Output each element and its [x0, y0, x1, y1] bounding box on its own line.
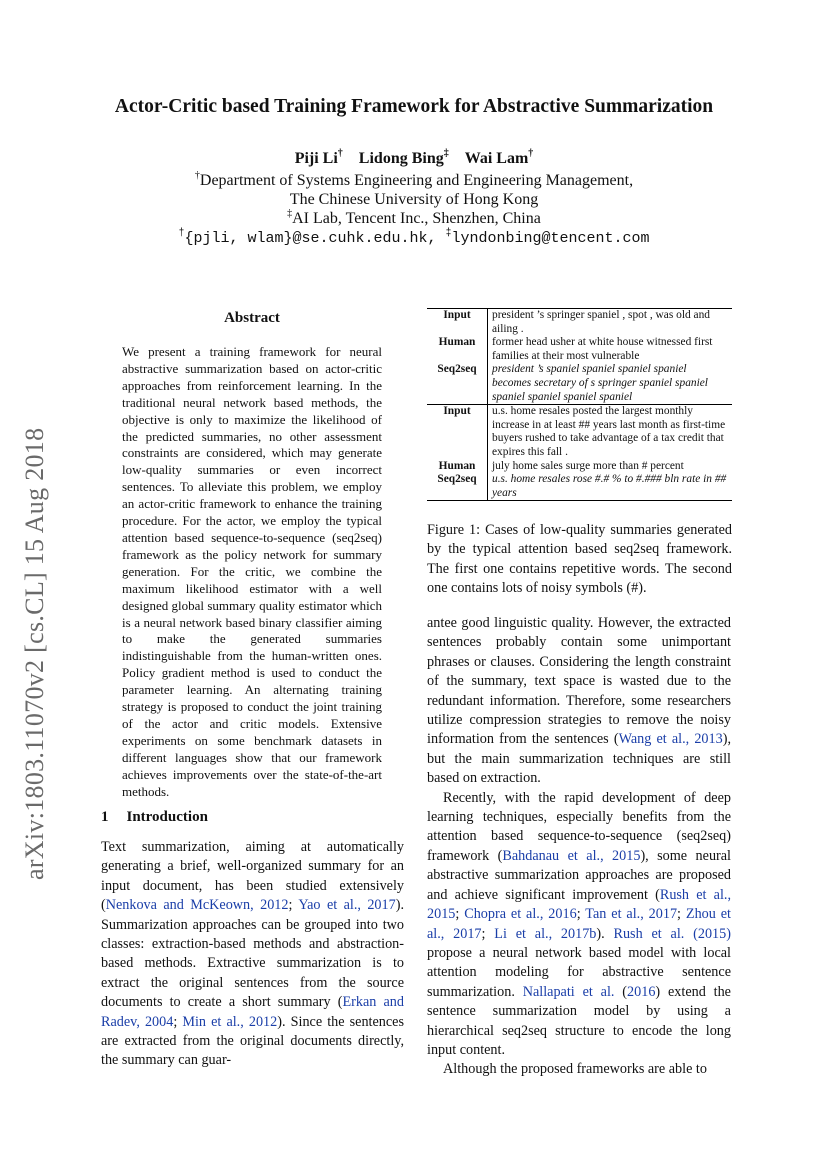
author-name: Wai Lam — [464, 150, 529, 167]
author-list — [0, 150, 828, 168]
introduction-paragraph: Text summarization, aiming at automatically generating a brief, well-organized summary for an input document, has been studied extensively (Nenkova and McKeown, 2012; Yao et al., 2017). Summarization approaches can be grouped into two classes: extraction-based methods and abstraction-based methods. Extractive summarization is to extract the original sentences from the source documents to create a short summary (Erkan and Radev, 2004; Min et al., 2012). Since the sentences are extracted from the original documents directly, the summary can guar- — [101, 839, 404, 1069]
citation-link[interactable]: Tan et al., 2017 — [585, 906, 678, 923]
row-text: president ’s spaniel spaniel spaniel spaniel becomes secretary of s springer spaniel spaniel spaniel spaniel spaniel spaniel — [492, 363, 708, 403]
row-text: u.s. home resales rose #.# % to #.### bln rate in ## years — [488, 473, 733, 501]
email-text: lyndonbing@tencent.com — [451, 230, 650, 247]
table-row — [427, 405, 732, 460]
figure-caption: Figure 1: Cases of low-quality summaries generated by the typical attention based seq2seq framework. The first one contains repetitive words. The second one contains lots of noisy symbols (#). — [427, 522, 732, 597]
author — [465, 150, 534, 167]
section-title: Introduction — [126, 809, 208, 825]
row-label: Human — [427, 460, 488, 474]
table-row — [427, 363, 732, 404]
citation-link[interactable]: Li et al., 2017b — [494, 925, 597, 942]
affiliation-mark: † — [194, 170, 200, 181]
row-text: july home sales surge more than # percent — [492, 459, 684, 472]
affiliation-mark: † — [178, 228, 185, 239]
affiliation-text: Department of Systems Engineering and Engineering Management, — [199, 172, 634, 189]
row-label: Input — [427, 309, 488, 337]
paragraph: Although the proposed frameworks are able to — [443, 1061, 707, 1078]
citation-link[interactable]: Rush et al. (2015) — [613, 925, 731, 942]
affiliation-line: The Chinese University of Hong Kong — [289, 191, 539, 208]
abstract-body: We present a training framework for neural abstractive summarization based on actor-critic approaches from reinforcement learning. In the traditional neural network based methods, the objective is only to maximize the likelihood of the predicted summaries, no other assessment constraints are considered, which may generate low-quality summaries or even incorrect sentences. To alleviate this problem, we employ an actor-critic framework to enhance the training procedure. For the actor, we employ the typical attention based sequence-to-sequence (seq2seq) framework as the policy network for summary generation. For the critic, we combine the maximum likelihood estimator with a well designed global summary quality estimator which is a neural network based binary classifier aiming to make the generated summaries indistinguishable from the human-written ones. Policy gradient method is used to conduct the parameter learning. An alternating training strategy is proposed to conduct the joint training of the actor and critic models. Extensive experiments on some benchmark datasets in different languages show that our framework achieves improvements over the state-of-the-art methods. — [122, 344, 382, 799]
row-label: Seq2seq — [427, 363, 488, 404]
author-name: Lidong Bing — [358, 150, 444, 167]
email-line — [0, 230, 828, 247]
email-text: {pjli, wlam}@se.cuhk.edu.hk, — [184, 230, 446, 247]
citation-link[interactable]: Nallapati et al. — [522, 983, 615, 1000]
arxiv-identifier: arXiv:1803.11070v2 [cs.CL] 15 Aug 2018 — [20, 427, 49, 880]
citation-link[interactable]: 2016 — [627, 983, 656, 1000]
citation-link[interactable]: Wang et al., 2013 — [618, 731, 723, 748]
table-row — [427, 336, 732, 363]
row-text: former head usher at white house witnessed first families at their most vulnerable — [492, 336, 713, 362]
citation-link[interactable]: Nenkova and McKeown, 2012 — [105, 897, 289, 914]
section-heading — [101, 809, 208, 826]
affiliation-mark: † — [337, 148, 343, 159]
paragraph: Recently, with the rapid development of deep learning techniques, especially benefits from the attention based sequence-to-sequence (seq2seq) framework (Bahdanau et al., 2015), some neural abstractive summarization approaches are proposed and achieve significant improvement (Rush et al., 2015; Chopra et al., 2016; Tan et al., 2017; Zhou et al., 2017; Li et al., 2017b). Rush et al. (2015) propose a neural network based model with local attention modeling for abstractive sentence summarization. Nallapati et al. (2016) extend the sentence summarization model by using a hierarchical seq2seq structure to encode the long input content. — [427, 789, 732, 1058]
table-row — [427, 473, 732, 501]
abstract-heading: Abstract — [224, 310, 280, 326]
affiliation-mark: ‡ — [443, 148, 449, 159]
paragraph: antee good linguistic quality. However, the extracted sentences probably contain some unimportant phrases or clauses. Considering the length constraint of the summary, text space is wasted due to the redundant information. Therefore, some researchers utilize compression strategies to remove the noisy information from the sentences (Wang et al., 2013), but the main summarization techniques are still based on extraction. — [427, 615, 731, 787]
citation-link[interactable]: Min et al., 2012 — [182, 1013, 278, 1030]
section-number: 1 — [101, 809, 109, 825]
paper-title: Actor-Critic based Training Framework for Abstractive Summarization — [114, 96, 714, 117]
citation-link[interactable]: Bahdanau et al., 2015 — [502, 847, 641, 864]
row-text: president ’s springer spaniel , spot , was old and ailing . — [488, 309, 733, 337]
row-label: Input — [427, 405, 488, 460]
citation-link[interactable]: Zhou et al., 2017 — [427, 906, 732, 942]
affiliation-line — [0, 172, 828, 190]
affiliation-mark: † — [528, 148, 534, 159]
citation-link[interactable]: Erkan and Radev, 2004 — [101, 994, 404, 1030]
table-row — [427, 460, 732, 474]
affiliation-text: AI Lab, Tencent Inc., Shenzhen, China — [292, 210, 541, 227]
right-column-text — [427, 614, 731, 1080]
affiliation-mark: ‡ — [287, 208, 293, 219]
author — [295, 150, 343, 167]
row-text: u.s. home resales posted the largest monthly increase in at least ## years last month as first-time buyers rushed to take advantage of a tax credit that expires this fall . — [488, 405, 733, 460]
citation-link[interactable]: Yao et al., 2017 — [298, 897, 396, 914]
affiliation-line — [0, 210, 828, 228]
citation-link[interactable]: Chopra et al., 2016 — [464, 906, 577, 923]
author-name: Piji Li — [294, 150, 338, 167]
affiliation-mark: ‡ — [445, 228, 452, 239]
figure-1-table — [427, 308, 732, 501]
row-label: Seq2seq — [427, 473, 488, 501]
row-label: Human — [427, 336, 488, 363]
citation-link[interactable]: Rush et al., 2015 — [427, 886, 731, 923]
author — [359, 150, 449, 167]
table-row — [427, 309, 732, 337]
